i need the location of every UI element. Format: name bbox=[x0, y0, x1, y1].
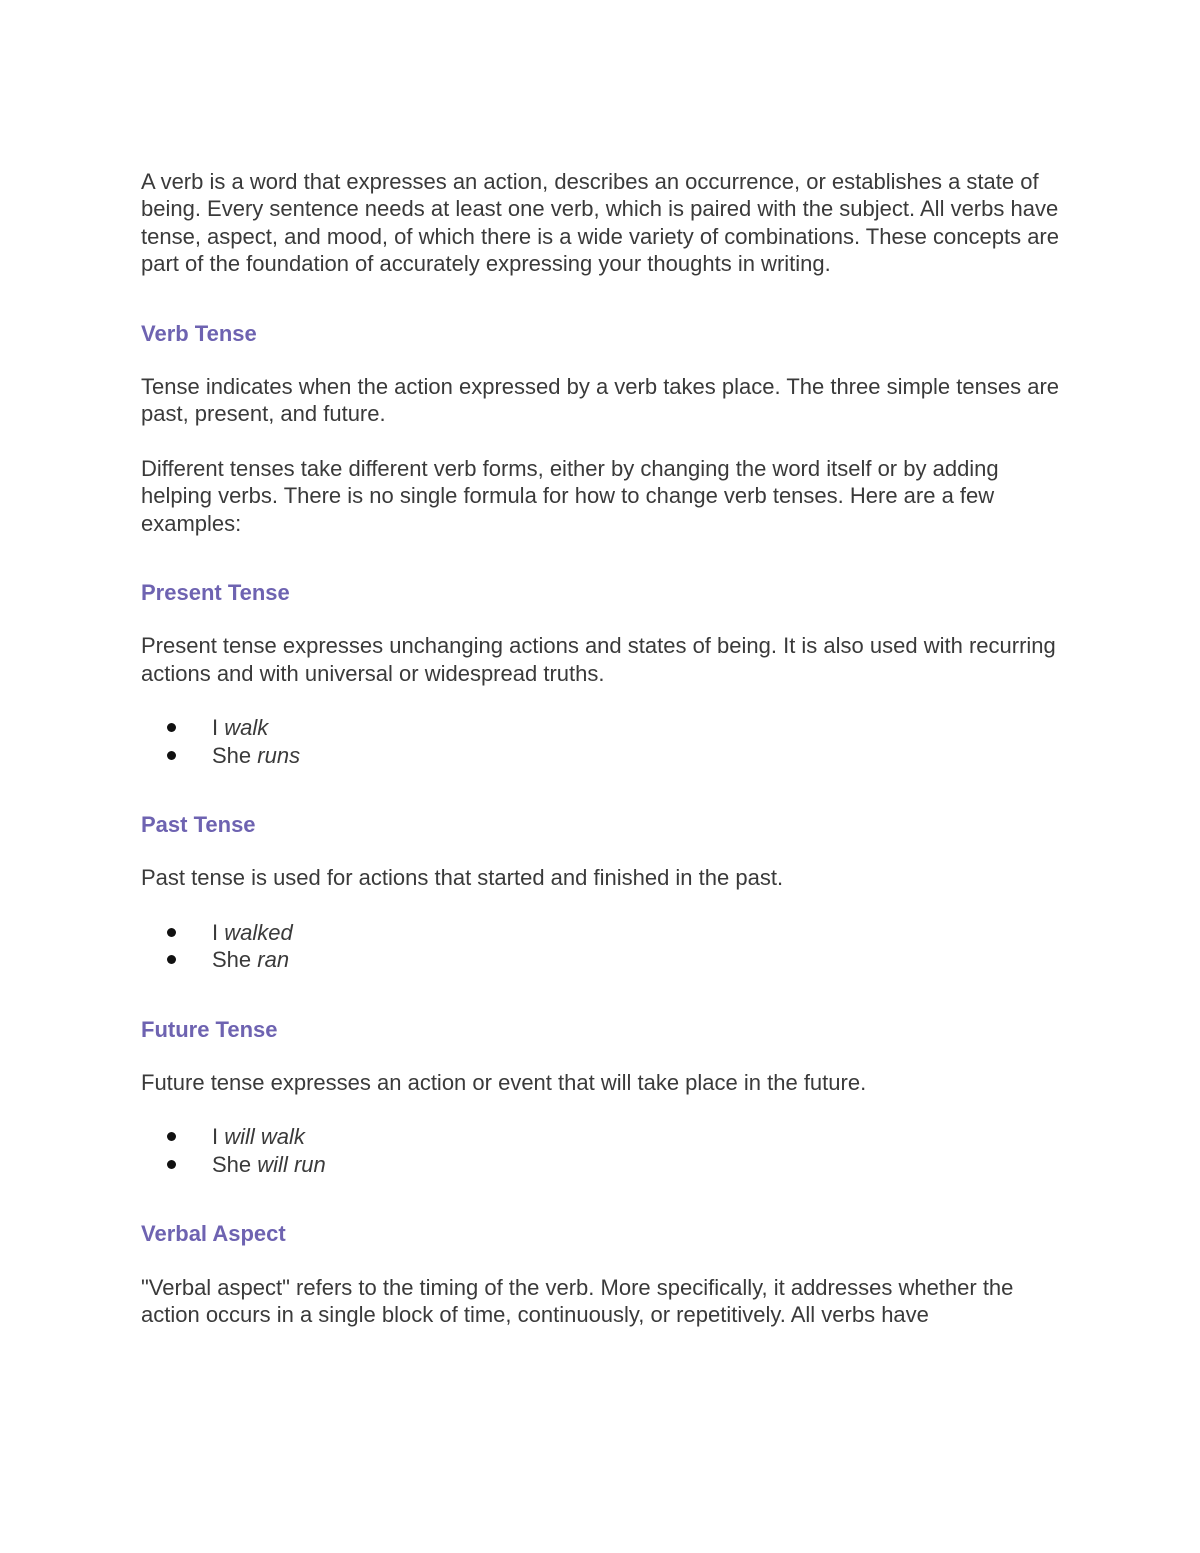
bullet-icon bbox=[167, 751, 176, 760]
present-tense-examples bbox=[141, 714, 1071, 769]
heading-verb-tense: Verb Tense bbox=[141, 320, 257, 346]
example-subject: She bbox=[212, 1151, 252, 1177]
example-subject: She bbox=[212, 742, 252, 768]
verb-tense-paragraph-2: Different tenses take different verb forms, either by changing the word itself or by adding helping verbs. There is no single formula for how to change verb tenses. Here are a few examples: bbox=[141, 455, 999, 536]
list-item bbox=[141, 919, 1071, 946]
future-tense-paragraph: Future tense expresses an action or event that will take place in the future. bbox=[141, 1070, 867, 1096]
bullet-icon bbox=[167, 1132, 176, 1141]
example-verb: will walk bbox=[224, 1124, 305, 1150]
example-verb: runs bbox=[257, 742, 301, 768]
example-subject: I bbox=[212, 1124, 219, 1150]
heading-verbal-aspect: Verbal Aspect bbox=[141, 1221, 286, 1247]
verbal-aspect-paragraph: "Verbal aspect" refers to the timing of the verb. More specifically, it addresses whether the action occurs in a single block of time, continuously, or repetitively. All verbs have bbox=[141, 1274, 1014, 1328]
past-tense-paragraph: Past tense is used for actions that started and finished in the past. bbox=[141, 865, 784, 891]
bullet-icon bbox=[167, 723, 176, 732]
list-item bbox=[141, 1151, 1071, 1178]
list-item bbox=[141, 742, 1071, 769]
example-verb: walk bbox=[224, 715, 269, 741]
future-tense-examples bbox=[141, 1123, 1071, 1178]
example-subject: I bbox=[212, 715, 219, 741]
list-item bbox=[141, 946, 1071, 973]
document-page bbox=[141, 168, 1071, 1355]
verb-tense-paragraph-1: Tense indicates when the action expressed by a verb takes place. The three simple tenses are past, present, and future. bbox=[141, 374, 1060, 427]
bullet-icon bbox=[167, 928, 176, 937]
example-verb: will run bbox=[257, 1151, 326, 1177]
bullet-icon bbox=[167, 955, 176, 964]
example-verb: ran bbox=[257, 947, 290, 973]
present-tense-paragraph: Present tense expresses unchanging actions and states of being. It is also used with recurring actions and with universal or widespread truths. bbox=[141, 633, 1056, 686]
example-subject: She bbox=[212, 947, 252, 973]
heading-present-tense: Present Tense bbox=[141, 580, 290, 606]
past-tense-examples bbox=[141, 919, 1071, 974]
list-item bbox=[141, 1123, 1071, 1150]
example-subject: I bbox=[212, 919, 219, 945]
bullet-icon bbox=[167, 1160, 176, 1169]
heading-past-tense: Past Tense bbox=[141, 812, 256, 838]
list-item bbox=[141, 714, 1071, 741]
example-verb: walked bbox=[224, 919, 293, 945]
intro-paragraph: A verb is a word that expresses an action, describes an occurrence, or establishes a state of being. Every sentence needs at least one verb, which is paired with the subject. All verbs have tense, aspect, and mood, of which there is a wide variety of combinations. These concepts are part of the foundation of accurately expressing your thoughts in writing. bbox=[141, 169, 1059, 277]
heading-future-tense: Future Tense bbox=[141, 1016, 278, 1042]
